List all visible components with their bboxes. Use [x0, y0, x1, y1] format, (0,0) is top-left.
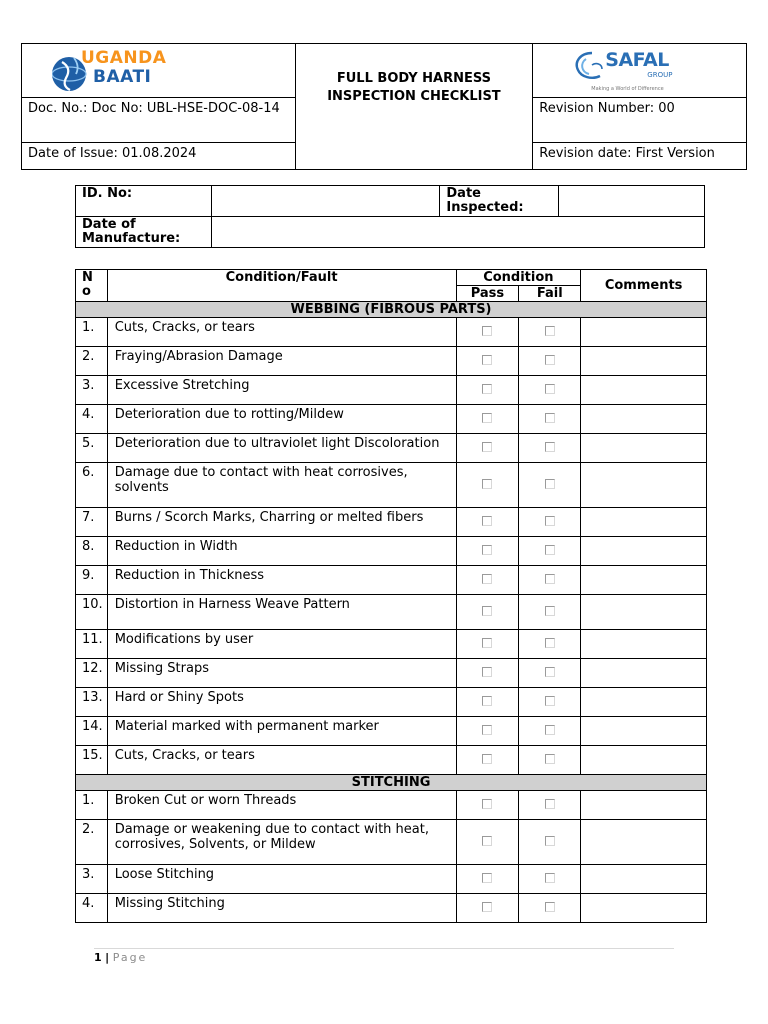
pass-checkbox-cell [456, 376, 519, 405]
pass-checkbox[interactable] [482, 384, 492, 394]
item-description: Reduction in Width [107, 537, 456, 566]
item-number: 4. [76, 894, 108, 923]
comments-field[interactable] [581, 791, 707, 820]
item-description: Deterioration due to ultraviolet light Discoloration [107, 434, 456, 463]
doc-number: Doc. No.: Doc No: UBL-HSE-DOC-08-14 [22, 98, 296, 143]
fail-checkbox-cell [519, 434, 581, 463]
item-number: 8. [76, 537, 108, 566]
pass-checkbox[interactable] [482, 902, 492, 912]
safal-logo-name: SAFAL [605, 49, 669, 71]
fail-checkbox[interactable] [545, 442, 555, 452]
checklist-row [76, 791, 707, 820]
pass-checkbox[interactable] [482, 754, 492, 764]
fail-checkbox-cell [519, 630, 581, 659]
section-header-row [76, 775, 707, 791]
page-separator: | [105, 951, 110, 964]
pass-checkbox-cell [456, 508, 519, 537]
checklist-row [76, 820, 707, 865]
item-number: 1. [76, 318, 108, 347]
fail-checkbox-cell [519, 463, 581, 508]
date-inspected-field[interactable] [559, 186, 705, 217]
item-number: 12. [76, 659, 108, 688]
page-word: Page [112, 951, 148, 964]
item-description: Reduction in Thickness [107, 566, 456, 595]
pass-checkbox[interactable] [482, 638, 492, 648]
comments-field[interactable] [581, 820, 707, 865]
col-header-pass: Pass [456, 286, 519, 302]
item-description: Deterioration due to rotting/Mildew [107, 405, 456, 434]
comments-field[interactable] [581, 434, 707, 463]
checklist-row [76, 865, 707, 894]
item-number: 15. [76, 746, 108, 775]
pass-checkbox[interactable] [482, 413, 492, 423]
title-line2: INSPECTION CHECKLIST [327, 89, 501, 104]
fail-checkbox-cell [519, 791, 581, 820]
document-header [21, 43, 747, 170]
checklist-row [76, 659, 707, 688]
safal-group-logo [533, 44, 746, 96]
fail-checkbox[interactable] [545, 799, 555, 809]
checklist-row [76, 566, 707, 595]
fail-checkbox-cell [519, 537, 581, 566]
item-description: Missing Stitching [107, 894, 456, 923]
pass-checkbox-cell [456, 566, 519, 595]
fail-checkbox-cell [519, 746, 581, 775]
item-number: 2. [76, 820, 108, 865]
fail-checkbox[interactable] [545, 725, 555, 735]
fail-checkbox-cell [519, 566, 581, 595]
page-number: 1 [94, 951, 102, 964]
pass-checkbox-cell [456, 463, 519, 508]
checklist-row [76, 463, 707, 508]
pass-checkbox-cell [456, 688, 519, 717]
fail-checkbox-cell [519, 376, 581, 405]
comments-field[interactable] [581, 630, 707, 659]
checklist-row [76, 376, 707, 405]
pass-checkbox[interactable] [482, 799, 492, 809]
fail-checkbox[interactable] [545, 836, 555, 846]
comments-field[interactable] [581, 376, 707, 405]
col-header-fail: Fail [519, 286, 581, 302]
pass-checkbox[interactable] [482, 326, 492, 336]
pass-checkbox[interactable] [482, 442, 492, 452]
page-footer [94, 951, 147, 964]
pass-checkbox-cell [456, 537, 519, 566]
uganda-logo-line2: BAATI [93, 67, 152, 87]
checklist-row [76, 630, 707, 659]
revision-number: Revision Number: 00 [533, 98, 747, 143]
item-number: 11. [76, 630, 108, 659]
checklist-row [76, 688, 707, 717]
date-of-manufacture-label: Date of Manufacture: [76, 217, 212, 248]
fail-checkbox[interactable] [545, 574, 555, 584]
equipment-info-table [75, 185, 705, 248]
item-description: Damage or weakening due to contact with heat, corrosives, Solvents, or Mildew [107, 820, 456, 865]
date-inspected-label: Date Inspected: [440, 186, 559, 217]
comments-field[interactable] [581, 659, 707, 688]
item-description: Damage due to contact with heat corrosives, solvents [107, 463, 456, 508]
comments-field[interactable] [581, 537, 707, 566]
comments-field[interactable] [581, 318, 707, 347]
checklist-row [76, 537, 707, 566]
item-number: 13. [76, 688, 108, 717]
item-number: 14. [76, 717, 108, 746]
checklist-row [76, 717, 707, 746]
pass-checkbox-cell [456, 820, 519, 865]
title-line1: FULL BODY HARNESS [336, 71, 492, 86]
uganda-baati-logo-cell [22, 44, 296, 98]
section-title: STITCHING [76, 775, 707, 791]
fail-checkbox[interactable] [545, 516, 555, 526]
col-header-condition: Condition [456, 270, 581, 286]
comments-field[interactable] [581, 865, 707, 894]
comments-field[interactable] [581, 894, 707, 923]
item-description: Burns / Scorch Marks, Charring or melted fibers [107, 508, 456, 537]
item-description: Distortion in Harness Weave Pattern [107, 595, 456, 630]
item-number: 3. [76, 865, 108, 894]
pass-checkbox-cell [456, 595, 519, 630]
col-header-comments: Comments [581, 270, 707, 302]
comments-field[interactable] [581, 405, 707, 434]
item-description: Cuts, Cracks, or tears [107, 746, 456, 775]
fail-checkbox-cell [519, 659, 581, 688]
date-of-issue: Date of Issue: 01.08.2024 [22, 143, 296, 170]
item-number: 10. [76, 595, 108, 630]
item-description: Fraying/Abrasion Damage [107, 347, 456, 376]
comments-field[interactable] [581, 566, 707, 595]
fail-checkbox[interactable] [545, 545, 555, 555]
pass-checkbox[interactable] [482, 516, 492, 526]
checklist-row [76, 405, 707, 434]
comments-field[interactable] [581, 688, 707, 717]
comments-field[interactable] [581, 746, 707, 775]
pass-checkbox[interactable] [482, 355, 492, 365]
date-of-manufacture-field[interactable] [211, 217, 704, 248]
pass-checkbox-cell [456, 865, 519, 894]
fail-checkbox-cell [519, 405, 581, 434]
fail-checkbox-cell [519, 865, 581, 894]
pass-checkbox-cell [456, 434, 519, 463]
pass-checkbox-cell [456, 717, 519, 746]
fail-checkbox[interactable] [545, 384, 555, 394]
item-number: 2. [76, 347, 108, 376]
section-header-row [76, 302, 707, 318]
pass-checkbox[interactable] [482, 574, 492, 584]
item-number: 7. [76, 508, 108, 537]
id-no-field[interactable] [211, 186, 439, 217]
pass-checkbox-cell [456, 894, 519, 923]
fail-checkbox[interactable] [545, 326, 555, 336]
checklist-row [76, 508, 707, 537]
checklist-row [76, 595, 707, 630]
comments-field[interactable] [581, 508, 707, 537]
pass-checkbox[interactable] [482, 873, 492, 883]
fail-checkbox-cell [519, 894, 581, 923]
fail-checkbox[interactable] [545, 696, 555, 706]
checklist-row [76, 894, 707, 923]
fail-checkbox[interactable] [545, 638, 555, 648]
item-number: 3. [76, 376, 108, 405]
comments-field[interactable] [581, 595, 707, 630]
pass-checkbox[interactable] [482, 696, 492, 706]
fail-checkbox-cell [519, 347, 581, 376]
fail-checkbox[interactable] [545, 355, 555, 365]
comments-field[interactable] [581, 717, 707, 746]
item-description: Missing Straps [107, 659, 456, 688]
comments-field[interactable] [581, 463, 707, 508]
checklist-row [76, 347, 707, 376]
item-description: Hard or Shiny Spots [107, 688, 456, 717]
fail-checkbox-cell [519, 318, 581, 347]
fail-checkbox[interactable] [545, 873, 555, 883]
checklist-row [76, 746, 707, 775]
col-header-condition-fault: Condition/Fault [107, 270, 456, 302]
fail-checkbox-cell [519, 688, 581, 717]
col-header-no: N o [76, 270, 108, 302]
pass-checkbox-cell [456, 318, 519, 347]
item-description: Material marked with permanent marker [107, 717, 456, 746]
item-number: 9. [76, 566, 108, 595]
checklist-row [76, 318, 707, 347]
item-description: Cuts, Cracks, or tears [107, 318, 456, 347]
revision-date: Revision date: First Version [533, 143, 747, 170]
pass-checkbox-cell [456, 791, 519, 820]
fail-checkbox[interactable] [545, 667, 555, 677]
document-title [295, 44, 533, 170]
fail-checkbox[interactable] [545, 902, 555, 912]
pass-checkbox[interactable] [482, 725, 492, 735]
fail-checkbox-cell [519, 717, 581, 746]
fail-checkbox[interactable] [545, 413, 555, 423]
checklist-row [76, 434, 707, 463]
item-description: Modifications by user [107, 630, 456, 659]
pass-checkbox[interactable] [482, 606, 492, 616]
id-no-label: ID. No: [76, 186, 212, 217]
fail-checkbox-cell [519, 820, 581, 865]
item-description: Excessive Stretching [107, 376, 456, 405]
fail-checkbox-cell [519, 508, 581, 537]
checklist-body [76, 302, 707, 923]
inspection-checklist-table [75, 269, 707, 923]
pass-checkbox-cell [456, 347, 519, 376]
fail-checkbox[interactable] [545, 479, 555, 489]
item-description: Loose Stitching [107, 865, 456, 894]
item-description: Broken Cut or worn Threads [107, 791, 456, 820]
item-number: 5. [76, 434, 108, 463]
pass-checkbox[interactable] [482, 667, 492, 677]
fail-checkbox[interactable] [545, 606, 555, 616]
safal-logo-cell [533, 44, 747, 98]
safal-logo-sub: GROUP [647, 71, 673, 79]
pass-checkbox-cell [456, 746, 519, 775]
safal-logo-tagline: Making a World of Difference [591, 86, 664, 92]
uganda-logo-line1: UGANDA [81, 48, 167, 68]
item-number: 1. [76, 791, 108, 820]
pass-checkbox-cell [456, 405, 519, 434]
pass-checkbox-cell [456, 659, 519, 688]
section-title: WEBBING (FIBROUS PARTS) [76, 302, 707, 318]
pass-checkbox[interactable] [482, 545, 492, 555]
uganda-baati-logo [22, 44, 295, 96]
footer-divider [94, 948, 674, 949]
pass-checkbox[interactable] [482, 479, 492, 489]
comments-field[interactable] [581, 347, 707, 376]
pass-checkbox[interactable] [482, 836, 492, 846]
fail-checkbox-cell [519, 595, 581, 630]
item-number: 6. [76, 463, 108, 508]
item-number: 4. [76, 405, 108, 434]
fail-checkbox[interactable] [545, 754, 555, 764]
pass-checkbox-cell [456, 630, 519, 659]
